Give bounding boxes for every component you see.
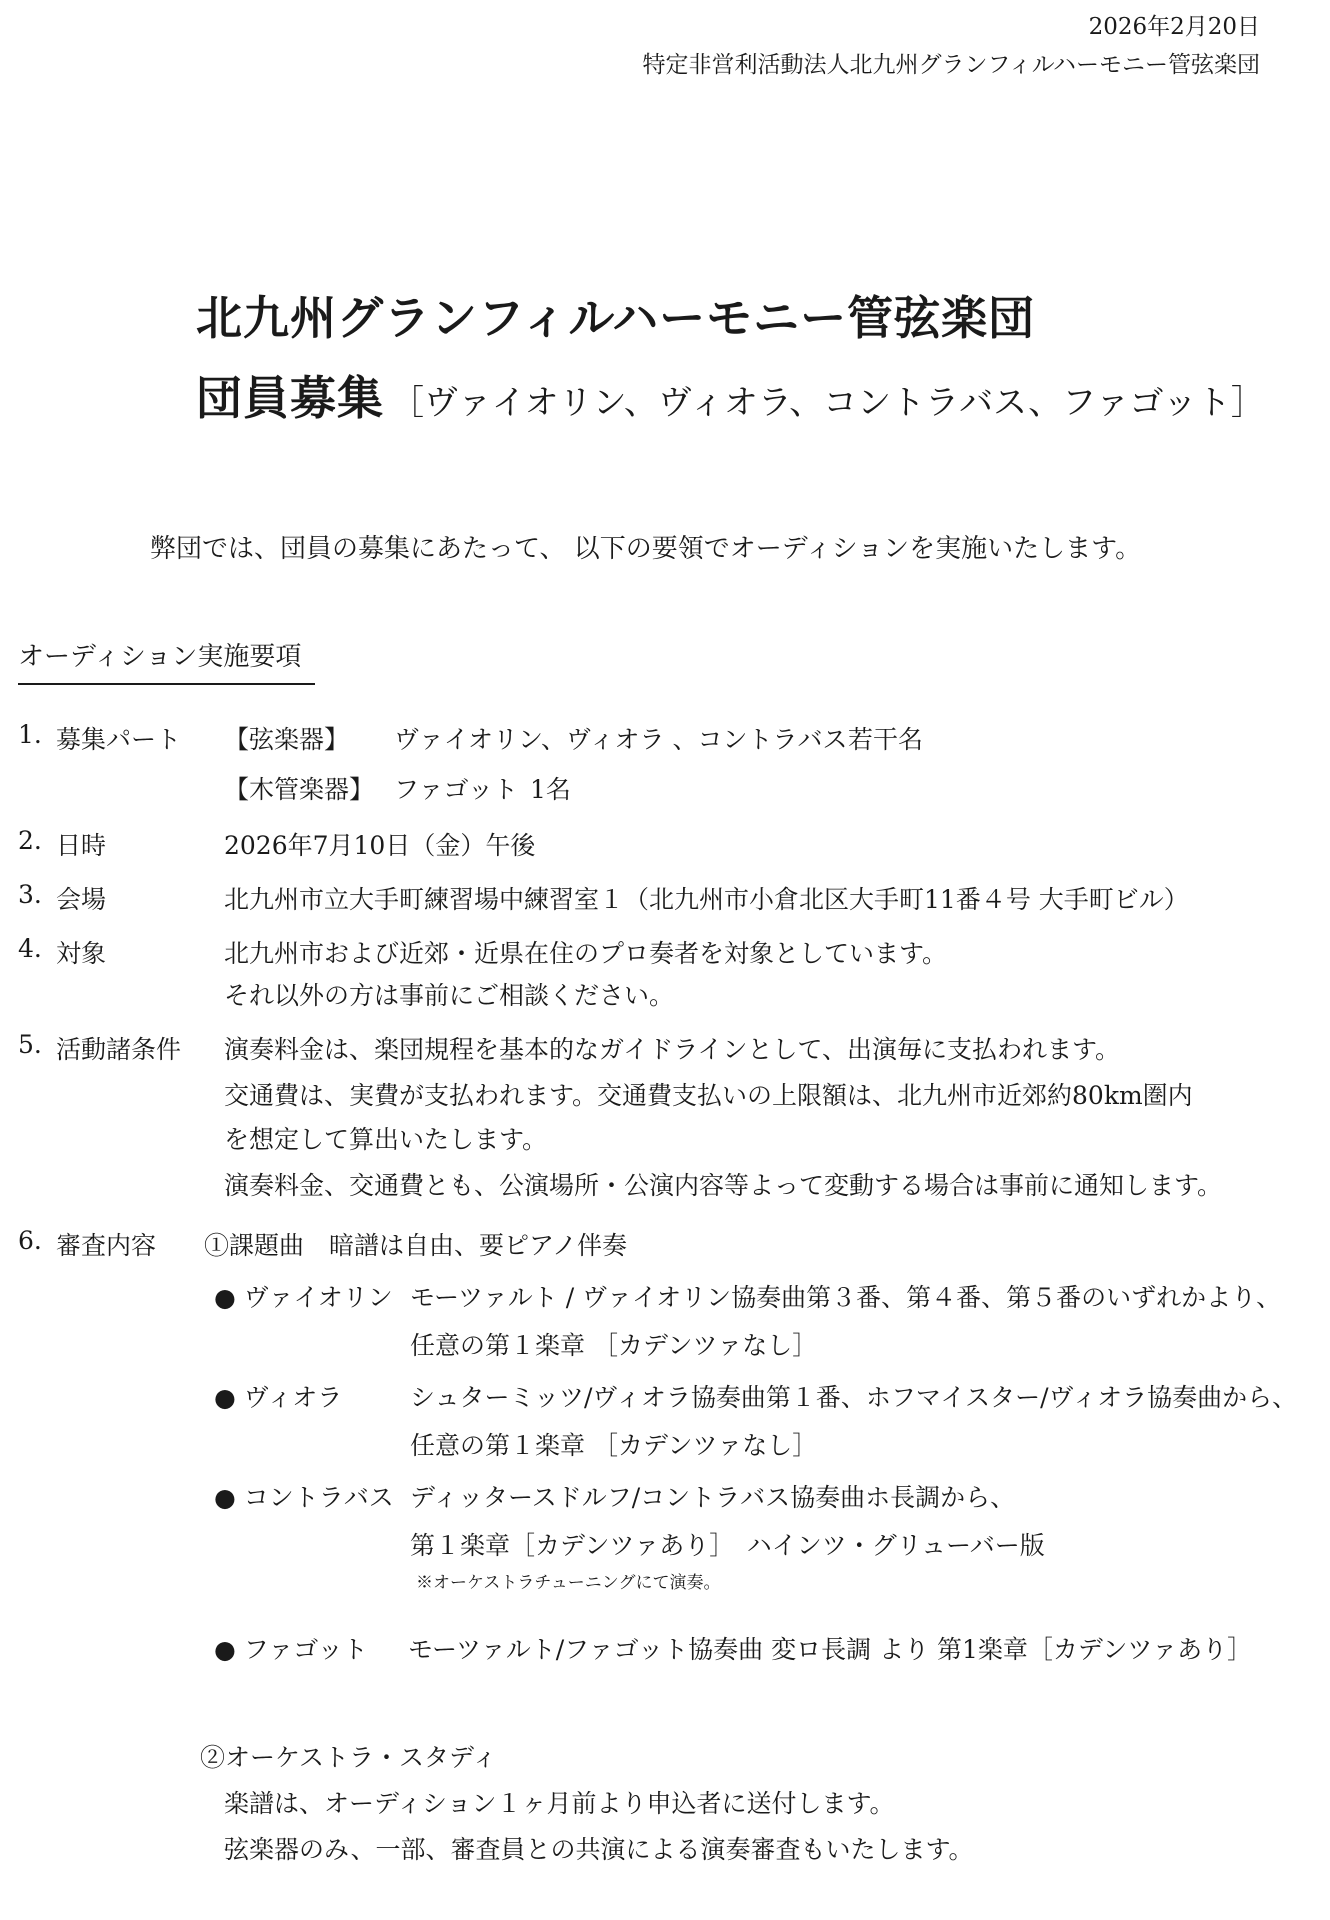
item-5-number: 5. [18, 1030, 42, 1059]
audition-venue: 北九州市立大手町練習場中練習室１（北九州市小倉北区大手町11番４号 大手町ビル） [224, 885, 1189, 914]
document-title: 北九州グランフィルハーモニー管弦楽団 [196, 291, 1036, 345]
contrabass-tuning-note: ※オーケストラチューニングにて演奏。 [416, 1573, 721, 1593]
item-4-number: 4. [18, 934, 42, 963]
strings-count: 若干名 [848, 725, 924, 754]
item-6-number: 6. [18, 1226, 42, 1255]
conditions-line-1: 演奏料金は、楽団規程を基本的なガイドラインとして、出演毎に支払われます。 [224, 1035, 1121, 1064]
conditions-line-3: を想定して算出いたします。 [224, 1125, 548, 1154]
winds-count: 1名 [530, 775, 571, 804]
strings-tag: 【弦楽器】 [224, 725, 350, 754]
section-heading: オーディション実施要項 [18, 636, 315, 685]
item-6-label: 審査内容 [56, 1231, 157, 1260]
viola-piece-line-2: 任意の第１楽章 ［カデンツァなし］ [410, 1431, 818, 1460]
contrabass-piece-line-1: ディッタースドルフ/コントラバス協奏曲ホ長調から、 [410, 1483, 1016, 1512]
intro-text: 弊団では、団員の募集にあたって、 以下の要領でオーディションを実施いたします。 [150, 534, 1142, 564]
violin-label: ● ヴァイオリン [214, 1283, 393, 1312]
viola-piece-line-1: シュターミッツ/ヴィオラ協奏曲第１番、ホフマイスター/ヴィオラ協奏曲から、 [410, 1383, 1298, 1412]
item-3-label: 会場 [56, 885, 107, 914]
winds-tag: 【木管楽器】 [224, 775, 375, 804]
contrabass-label: ● コントラバス [214, 1483, 394, 1512]
fagott-piece-line-1: モーツァルト/ファゴット協奏曲 変ロ長調 より 第1楽章［カデンツァあり］ [408, 1635, 1253, 1664]
subtitle-parts: ［ヴァイオリン、ヴィオラ、コントラバス、ファゴット］ [390, 383, 1265, 423]
viola-label: ● ヴィオラ [214, 1383, 343, 1412]
fagott-label: ● ファゴット [214, 1635, 368, 1664]
test-pieces-heading: ①課題曲 暗譜は自由、要ピアノ伴奏 [204, 1231, 628, 1260]
orchestra-study-heading: ②オーケストラ・スタディ [200, 1743, 498, 1772]
item-2-number: 2. [18, 826, 42, 855]
violin-piece-line-2: 任意の第１楽章 ［カデンツァなし］ [410, 1331, 818, 1360]
audition-datetime: 2026年7月10日（金）午後 [224, 831, 536, 860]
winds-parts: ファゴット [394, 775, 519, 804]
eligibility-line-1: 北九州市および近郊・近県在住のプロ奏者を対象としています。 [224, 939, 948, 968]
item-1-label: 募集パート [56, 725, 182, 754]
item-4-label: 対象 [56, 939, 107, 968]
subtitle-main: 団員募集 [196, 371, 384, 425]
orchestra-study-line-1: 楽譜は、オーディション１ヶ月前より申込者に送付します。 [224, 1789, 895, 1818]
issuing-organization: 特定非営利活動法人北九州グランフィルハーモニー管弦楽団 [642, 52, 1260, 78]
violin-piece-line-1: モーツァルト / ヴァイオリン協奏曲第３番、第４番、第５番のいずれかより、 [410, 1283, 1282, 1312]
orchestra-study-line-2: 弦楽器のみ、一部、審査員との共演による演奏審査もいたします。 [224, 1835, 974, 1864]
item-5-label: 活動諸条件 [56, 1035, 182, 1064]
strings-parts: ヴァイオリン、ヴィオラ 、コントラバス [394, 725, 848, 754]
conditions-line-2: 交通費は、実費が支払われます。交通費支払いの上限額は、北九州市近郊約80km圏内 [224, 1081, 1193, 1110]
contrabass-piece-line-2: 第１楽章［カデンツァあり］ ハインツ・グリューバー版 [410, 1531, 1045, 1560]
item-2-label: 日時 [56, 831, 107, 860]
item-3-number: 3. [18, 880, 42, 909]
document-date: 2026年2月20日 [1088, 14, 1260, 40]
eligibility-line-2: それ以外の方は事前にご相談ください。 [224, 981, 675, 1010]
conditions-line-4: 演奏料金、交通費とも、公演場所・公演内容等よって変動する場合は事前に通知します。 [224, 1171, 1223, 1200]
item-1-number: 1. [18, 720, 42, 749]
document-subtitle [196, 362, 1265, 428]
